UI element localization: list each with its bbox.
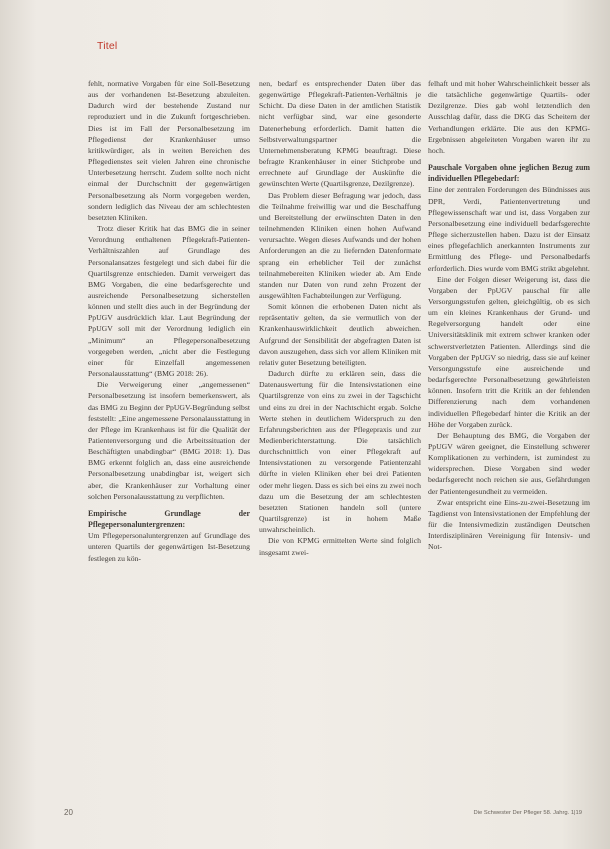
section-heading: Empirische Grundlage der Pflegepersonaluntergrenzen: xyxy=(88,508,250,530)
paragraph: Der Behauptung des BMG, die Vorgaben der PpUGV wären geeignet, die Einstellung schwerer Komplikationen zu verhindern, ist zumindest zu widersprechen. Diese Vorgaben sind weder bedarfsgerecht noch reichen sie aus, Gefährdungen der Patientengesundheit zu vermeiden. xyxy=(428,430,590,496)
text-column-2 xyxy=(259,78,421,806)
paragraph: Somit können die erhobenen Daten nicht als repräsentativ gelten, da sie vermutlich von der Krankenhauswirklichkeit deutlich abweichen. Aufgrund der Sensibilität der abgefragten Daten ist davon auszugehen, dass sich vor allem Kliniken mit relativ guter Besetzung beteiligten. xyxy=(259,302,421,367)
paragraph: felhaft und mit hoher Wahrscheinlichkeit besser als die tatsächliche gegenwärtige Quartils- oder Dezilgrenze. Dies gab wohl letztendlich den Ausschlag dafür, dass die DKG das Scheitern der Verhandlungen erklärte. Die aus den KPMG-Ergebnissen abgeleiteten Vorgaben waren ihr zu hoch. xyxy=(428,79,590,155)
paragraph: Eine der Folgen dieser Weigerung ist, dass die Vorgaben der PpUGV pauschal für alle Versorgungsstufen gelten, gleichgültig, ob es sich um ein kleines Krankenhaus der Grund- und Regelversorgung handelt oder eine Universitätsklinik mit extrem schwer kranken oder schwerstverletzten Patienten. Allerdings sind die Vorgaben der PpUGV so niedrig, dass sie auf keiner Versorgungsstufe eine ausreichende und bedarfsgerechte Personalbesetzung gewährleisten können. Insofern tritt die Kritik an der fehlenden Differenzierung nach dem vorhandenen individuellen Pflegebedarf hinter die Kritik an der Höhe der Vorgaben zurück. xyxy=(428,274,590,429)
text-column-3 xyxy=(428,78,590,806)
paragraph: Dadurch dürfte zu erklären sein, dass die Datenauswertung für die Intensivstationen eine Quartilsgrenze von eins zu zwei in der Tagschicht und eins zu drei in der Nachtschicht ergab. Solche Werte stehen in deutlichem Widerspruch zu den Erfahrungsberichten aus der Pflegepraxis und zur Medienberichterstattung. Die tatsächlich durchschnittlich von einer Pflegekraft auf Intensivstationen zu versorgende Patientenzahl dürfte in vielen Kliniken eher bei drei Patienten oder mehr liegen. Dass es sich bei eins zu zwei noch dazu um die Besetzung der am schlechtesten besetzten Stationen handeln soll (untere Quartilsgrenze) ist in hohem Maße unwahrscheinlich. xyxy=(259,369,421,535)
section-label: Titel xyxy=(97,40,118,52)
paragraph: Zwar entspricht eine Eins-zu-zwei-Besetzung im Tagdienst von Intensivstationen der Empfehlung der für die Intensivmedizin zuständigen Deutschen Interdisziplinären Vereinigung für Intensiv- und Not- xyxy=(428,497,590,552)
paragraph: nen, bedarf es entsprechender Daten über das gegenwärtige Pflegekraft-Patienten-Verhältnis je Schicht. Da diese Daten in der amtlichen Statistik nicht verfügbar sind, war eine gesonderte Datenerhebung erforderlich. Damit hatten die Selbstverwaltungspartner die Unternehmensberatung KPMG beauftragt. Diese befragte Krankenhäuser in einer Stichprobe und errechnete auf Grundlage der Auskünfte die gewünschten Werte (Quartilsgrenze, Dezilgrenze). xyxy=(259,79,421,189)
paragraph: Eine der zentralen Forderungen des Bündnisses aus DPR, Verdi, Patientenvertretung und Pflegewissenschaft war und ist, dass Vorgaben zur Personalbesetzung eine individuell bedarfsgerechte Pflege sicherzustellen haben. Dazu ist der Einsatz eines pflegefachlich anerkannten Instruments zur Ermittlung des Pflege- und Personalbedarfs erforderlich. Dies wurde vom BMG strikt abgelehnt. xyxy=(428,185,590,273)
magazine-footer: Die Schwester Der Pfleger 58. Jahrg. 1|19 xyxy=(473,810,582,816)
paragraph: Trotz dieser Kritik hat das BMG die in seiner Verordnung enthaltenen Pflegekraft-Patienten-Verhältniszahlen auf Grundlage des Personalansatzes festgelegt und sich dabei für die Quartilsgrenze entschieden. Damit verweigert das BMG Vorgaben, die eine bedarfsgerechte und ausreichende Personalbesetzung sicherstellen können und stellt dies auch in der Begründung der PpUGV ausdrücklich klar. Laut Begründung der PpUGV soll mit der Verordnung lediglich ein „Minimum“ an Pflegepersonalbesetzung vorgegeben werden, „nicht aber die Festlegung einer für Einzelfall angemessenen Personalausstattung“ (BMG 2018: 26). xyxy=(88,224,250,379)
section-heading: Pauschale Vorgaben ohne jeglichen Bezug zum individuellen Pflegebedarf: xyxy=(428,163,590,184)
page-number: 20 xyxy=(64,808,73,817)
paragraph: Das Problem dieser Befragung war jedoch, dass die Teilnahme freiwillig war und die Beschaffung und Bereitstellung der erwünschten Daten in den teilnehmenden Kliniken einen hohen Aufwand verursachte. Wegen dieses Aufwands und der hohen Anforderungen an die zu liefernden Datenformate sprang ein erheblicher Teil der zunächst teilnahmebereiten Kliniken wieder ab. Am Ende standen nur Daten von rund zehn Prozent der ausgewählten Fachabteilungen zur Verfügung. xyxy=(259,190,421,300)
paragraph: Die von KPMG ermittelten Werte sind folglich insgesamt zwei- xyxy=(259,536,421,557)
paragraph: Die Verweigerung einer „angemessenen“ Personalbesetzung ist insofern bemerkenswert, als das BMG zu Beginn der PpUGV-Begründung selbst feststellt: „Eine angemessene Personalausstattung in der Pflege im Krankenhaus ist für die Qualität der Patientenversorgung und die Arbeitssituation der Beschäftigten unabdingbar“ (BMG 2018: 1). Das BMG erkennt folglich an, dass eine ausreichende Personalbesetzung unabdingbar ist, weigert sich aber, die Krankenhäuser zur Vorhaltung einer solchen Personalausstattung zu verpflichten. xyxy=(88,380,250,501)
paragraph: Um Pflegepersonaluntergrenzen auf Grundlage des unteren Quartils der gegenwärtigen Ist-Besetzung festlegen zu kön- xyxy=(88,531,250,563)
text-column-1 xyxy=(88,78,250,806)
paragraph: fehlt, normative Vorgaben für eine Soll-Besetzung aus der vorhandenen Ist-Besetzung abzuleiten. Dadurch wird der bestehende Zustand nur reproduziert und in die Zukunft fortgeschrieben. Dies ist im Fall der Personalbesetzung im Pflegedienst der Krankenhäuser umso kritikwürdiger, als in weiten Bereichen des Pflegedienstes seit vielen Jahren eine chronische Unterbesetzung herrscht. Zudem sollte noch nicht einmal der Durchschnitt der gegenwärtigen Personalbesetzung als Norm vorgegeben werden, sondern lediglich das Niveau der am schlechtesten besetzten Kliniken. xyxy=(88,79,250,222)
